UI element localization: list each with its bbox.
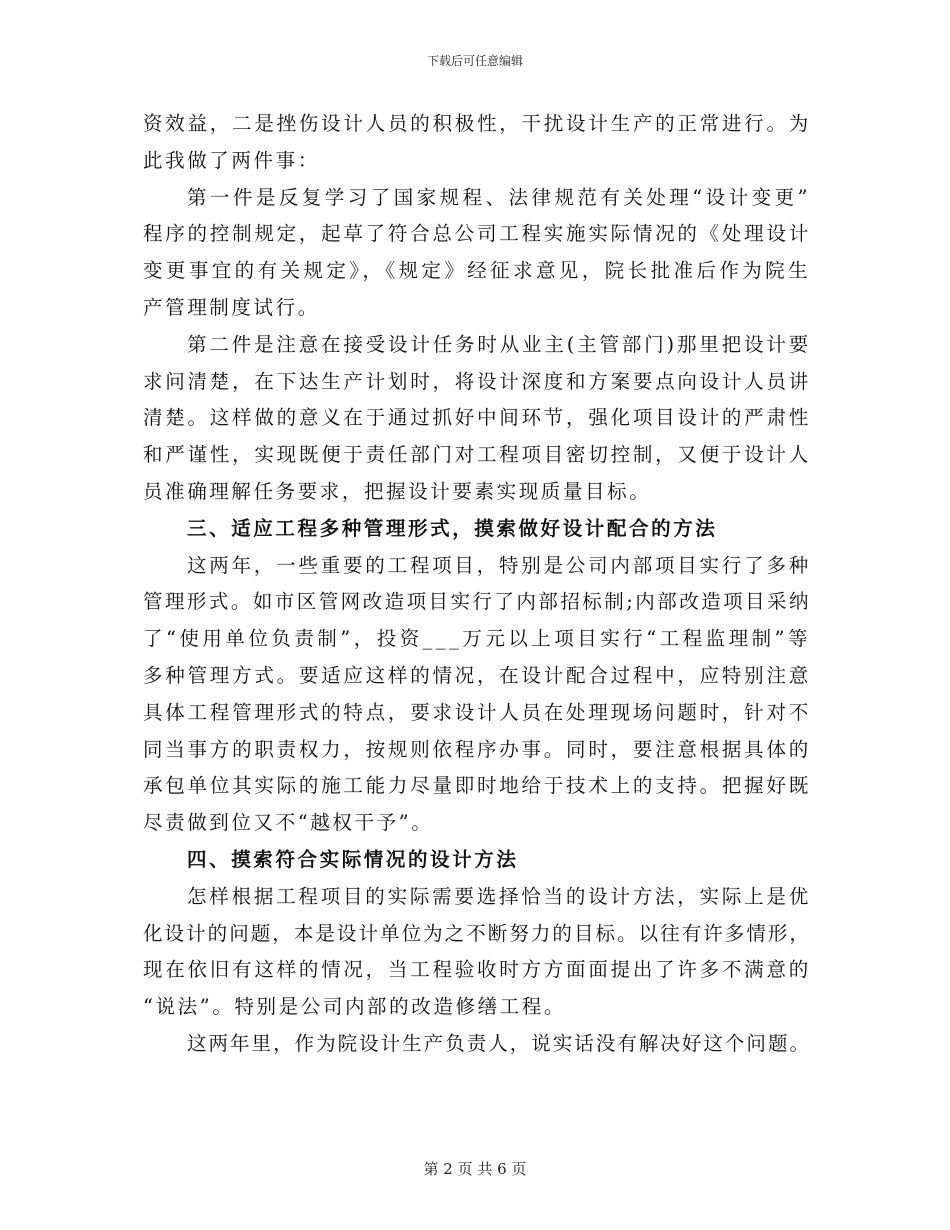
text-line: 化设计的问题，本是设计单位为之不断努力的目标。以往有许多情形， [143,921,811,945]
text-line: 尽责做到位又不“越权干予”。 [143,811,434,835]
text-line: 这两年里，作为院设计生产负责人，说实话没有解决好这个问题。 [187,1031,811,1055]
text-line: 现在依旧有这样的情况，当工程验收时方方面面提出了许多不满意的 [143,958,811,982]
text-line: 这两年，一些重要的工程项目，特别是公司内部项目实行了多种 [187,553,811,577]
text-line: 多种管理方式。要适应这样的情况，在设计配合过程中，应特别注意 [143,663,811,687]
text-line: 第二件是注意在接受设计任务时从业主(主管部门)那里把设计要 [187,332,811,356]
text-line: 程序的控制规定，起草了符合总公司工程实施实际情况的《处理设计 [143,222,811,246]
text-line: 清楚。这样做的意义在于通过抓好中间环节，强化项目设计的严肃性 [143,406,811,430]
section-heading: 三、适应工程多种管理形式，摸索做好设计配合的方法 [187,516,718,540]
text-line: 资效益，二是挫伤设计人员的积极性，干扰设计生产的正常进行。为 [143,112,811,135]
document-body [143,106,811,1063]
text-line: 怎样根据工程项目的实际需要选择恰当的设计方法，实际上是优 [187,884,811,908]
page-number: 第 2 页 共 6 页 [423,1160,527,1178]
text-line: 了“使用单位负责制”，投资___万元以上项目实行“工程监理制”等 [143,627,811,651]
text-line: “说法”。特别是公司内部的改造修缮工程。 [143,995,566,1019]
text-line: 同当事方的职责权力，按规则依程序办事。同时，要注意根据具体的 [143,737,811,761]
text-line: 求问清楚，在下达生产计划时，将设计深度和方案要点向设计人员讲 [143,369,811,393]
text-line: 此我做了两件事： [143,148,320,172]
text-line: 管理形式。如市区管网改造项目实行了内部招标制;内部改造项目采纳 [143,590,811,614]
text-line: 承包单位其实际的施工能力尽量即时地给于技术上的支持。把握好既 [143,774,811,798]
text-line: 员准确理解任务要求，把握设计要素实现质量目标。 [143,479,652,503]
text-line: 第一件是反复学习了国家规程、法律规范有关处理“设计变更” [187,185,811,209]
section-heading: 四、摸索符合实际情况的设计方法 [187,847,519,871]
text-line: 具体工程管理形式的特点，要求设计人员在处理现场问题时，针对不 [143,700,811,724]
text-line: 变更事宜的有关规定》，《规定》经征求意见，院长批准后作为院生 [143,259,811,283]
text-line: 和严谨性，实现既便于责任部门对工程项目密切控制，又便于设计人 [143,443,811,467]
text-line: 产管理制度试行。 [143,295,320,319]
page-header: 下载后可任意编辑 [426,54,523,68]
